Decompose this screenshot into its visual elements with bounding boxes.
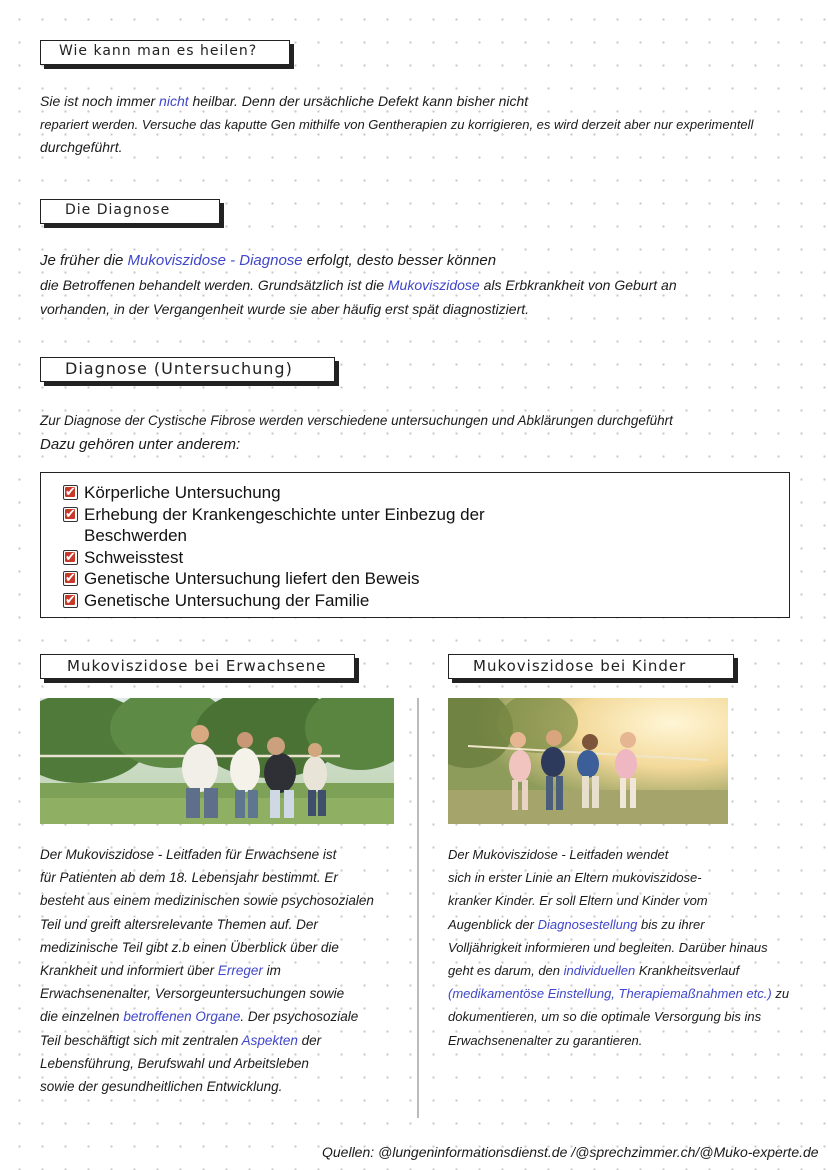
heal-text-after: heilbar. Denn der ursächliche Defekt kann bisher nicht <box>188 93 529 109</box>
adults-text: Lebensführung, Berufswahl und Arbeitsleben <box>40 1055 309 1071</box>
children-text: Volljährigkeit informieren und begleiten. Darüber hinaus <box>448 939 768 955</box>
children-text: bis zu ihrer <box>637 916 705 932</box>
diagnosis-l2-before: die Betroffenen behandelt werden. Grundsätzlich ist die <box>40 277 388 293</box>
examination-checklist <box>40 472 790 618</box>
diagnosis-line-2 <box>40 273 820 297</box>
children-paragraph-line <box>448 959 820 982</box>
adults-paragraph-line <box>40 982 415 1005</box>
adults-text: . Der psychosoziale <box>240 1009 359 1025</box>
adults-paragraph-line <box>40 889 415 912</box>
checked-checkbox-icon <box>63 593 78 608</box>
checklist-item <box>63 547 789 569</box>
checklist-item-text: Erhebung der Krankengeschichte unter Einbezug der Beschwerden <box>84 504 485 546</box>
children-text: zu <box>771 986 790 1002</box>
adults-section-title <box>40 654 355 679</box>
adults-text: medizinische Teil gibt z.b einen Überblick über die <box>40 939 339 955</box>
checklist-item <box>63 590 789 612</box>
children-highlight-text: individuellen <box>563 963 636 979</box>
children-photo <box>448 698 728 824</box>
adults-text: besteht aus einem medizinischen sowie psychosozialen <box>40 893 374 909</box>
adults-text: sowie der gesundheitlichen Entwicklung. <box>40 1079 283 1095</box>
adults-paragraph-line <box>40 913 415 936</box>
diagnosis-l2-after: als Erbkrankheit von Geburt an <box>479 277 677 293</box>
heal-line-1 <box>40 90 825 113</box>
children-tug-of-war-image <box>448 698 728 824</box>
adults-paragraph-line <box>40 843 415 866</box>
children-text: dokumentieren, um so die optimale Versorgung bis ins <box>448 1009 762 1025</box>
children-paragraph-line <box>448 982 820 1005</box>
adults-tug-of-war-image <box>40 698 394 824</box>
heal-text-before: Sie ist noch immer <box>40 93 160 109</box>
adults-text: Der Mukoviszidose - Leitfaden für Erwachsene ist <box>40 847 337 862</box>
checklist-item-text: Körperliche Untersuchung <box>84 483 281 502</box>
adults-paragraph-line <box>40 1005 415 1028</box>
children-paragraph-line <box>448 889 820 912</box>
adults-paragraph-line <box>40 1075 415 1098</box>
children-paragraph-line <box>448 1005 820 1028</box>
children-section-title <box>448 654 734 679</box>
diagnosis-l2-highlight: Mukoviszidose <box>387 277 480 293</box>
adults-title-text: Mukoviszidose bei Erwachsene <box>67 657 327 675</box>
adults-photo <box>40 698 394 824</box>
diagnosis-l1-highlight: Mukoviszidose - Diagnose <box>127 252 303 269</box>
checked-checkbox-icon <box>63 507 78 522</box>
children-highlight-text: (medikamentöse Einstellung, Therapiemaßnahmen etc.) <box>448 986 772 1002</box>
column-divider <box>417 698 419 1118</box>
checklist-item <box>63 504 789 547</box>
diagnosis-title-text: Die Diagnose <box>65 202 171 218</box>
adults-text: für Patienten ab dem 18. Lebensjahr bestimmt. Er <box>40 870 338 886</box>
diagnosis-line-3: vorhanden, in der Vergangenheit wurde sie aber häufig erst spät diagnostiziert. <box>40 301 530 317</box>
heal-paragraph <box>40 90 825 159</box>
diagnosis-l1-after: erfolgt, desto besser können <box>302 252 497 269</box>
adults-paragraph-line <box>40 1029 415 1052</box>
examination-intro <box>40 409 820 457</box>
children-title-text: Mukoviszidose bei Kinder <box>473 657 687 675</box>
children-text: Krankheitsverlauf <box>635 963 740 979</box>
children-paragraph-line <box>448 936 820 959</box>
examination-section-title <box>40 357 335 382</box>
children-paragraph-line <box>448 866 820 889</box>
checked-checkbox-icon <box>63 571 78 586</box>
children-paragraph <box>448 843 820 1052</box>
checklist-item <box>63 482 789 504</box>
adults-text: die einzelnen <box>40 1009 124 1025</box>
heal-line-3: durchgeführt. <box>40 139 123 155</box>
children-text: kranker Kinder. Er soll Eltern und Kinder vom <box>448 893 708 909</box>
checklist-item-text: Genetische Untersuchung der Familie <box>84 590 370 610</box>
examination-intro-line-2: Dazu gehören unter anderem: <box>40 436 241 453</box>
heal-line-2: repariert werden. Versuche das kaputte Gen mithilfe von Gentherapien zu korrigieren, es wird derzeit aber nur experimentell <box>40 117 754 132</box>
adults-paragraph <box>40 843 415 1098</box>
adults-text: Teil beschäftigt sich mit zentralen <box>40 1032 242 1048</box>
checked-checkbox-icon <box>63 485 78 500</box>
diagnosis-l1-before: Je früher die <box>40 252 128 269</box>
heal-highlight: nicht <box>159 93 189 109</box>
checklist-item <box>63 568 789 590</box>
adults-text: Krankheit und informiert über <box>40 963 218 979</box>
adults-text: Erwachsenenalter, Versorgeuntersuchungen sowie <box>40 986 345 1002</box>
children-paragraph-line <box>448 913 820 936</box>
checklist-item-text: Genetische Untersuchung liefert den Beweis <box>84 569 420 589</box>
children-paragraph-line <box>448 843 820 866</box>
examination-title-text: Diagnose (Untersuchung) <box>65 359 293 378</box>
children-highlight-text: Diagnosestellung <box>537 916 638 932</box>
children-paragraph-line <box>448 1029 820 1052</box>
adults-paragraph-line <box>40 959 415 982</box>
adults-paragraph-line <box>40 1052 415 1075</box>
adults-text: im <box>262 963 281 979</box>
children-text: sich in erster Linie an Eltern mukoviszidose- <box>448 870 702 886</box>
diagnosis-paragraph <box>40 249 820 321</box>
adults-text: der <box>297 1032 322 1048</box>
children-text: Der Mukoviszidose - Leitfaden wendet <box>448 847 669 862</box>
children-text: Augenblick der <box>448 916 538 932</box>
adults-paragraph-line <box>40 866 415 889</box>
diagnosis-section-title <box>40 199 220 224</box>
children-text: Erwachsenenalter zu garantieren. <box>448 1032 643 1048</box>
examination-intro-line-1: Zur Diagnose der Cystische Fibrose werden verschiedene untersuchungen und Abklärungen durchgeführt <box>40 413 673 428</box>
diagnosis-line-1 <box>40 249 820 273</box>
adults-highlight-text: Erreger <box>217 963 263 979</box>
heal-section-title <box>40 40 290 65</box>
adults-highlight-text: Aspekten <box>241 1032 298 1048</box>
adults-highlight-text: betroffenen Organe <box>123 1009 241 1025</box>
children-text: geht es darum, den <box>448 963 564 979</box>
checked-checkbox-icon <box>63 550 78 565</box>
heal-title-text: Wie kann man es heilen? <box>59 43 258 59</box>
checklist-item-text: Schweisstest <box>84 547 184 567</box>
sources-footer: Quellen: @lungeninformationsdienst.de /@sprechzimmer.ch/@Muko-experte.de <box>322 1144 819 1160</box>
adults-paragraph-line <box>40 936 415 959</box>
adults-text: Teil und greift altersrelevante Themen auf. Der <box>40 916 318 932</box>
